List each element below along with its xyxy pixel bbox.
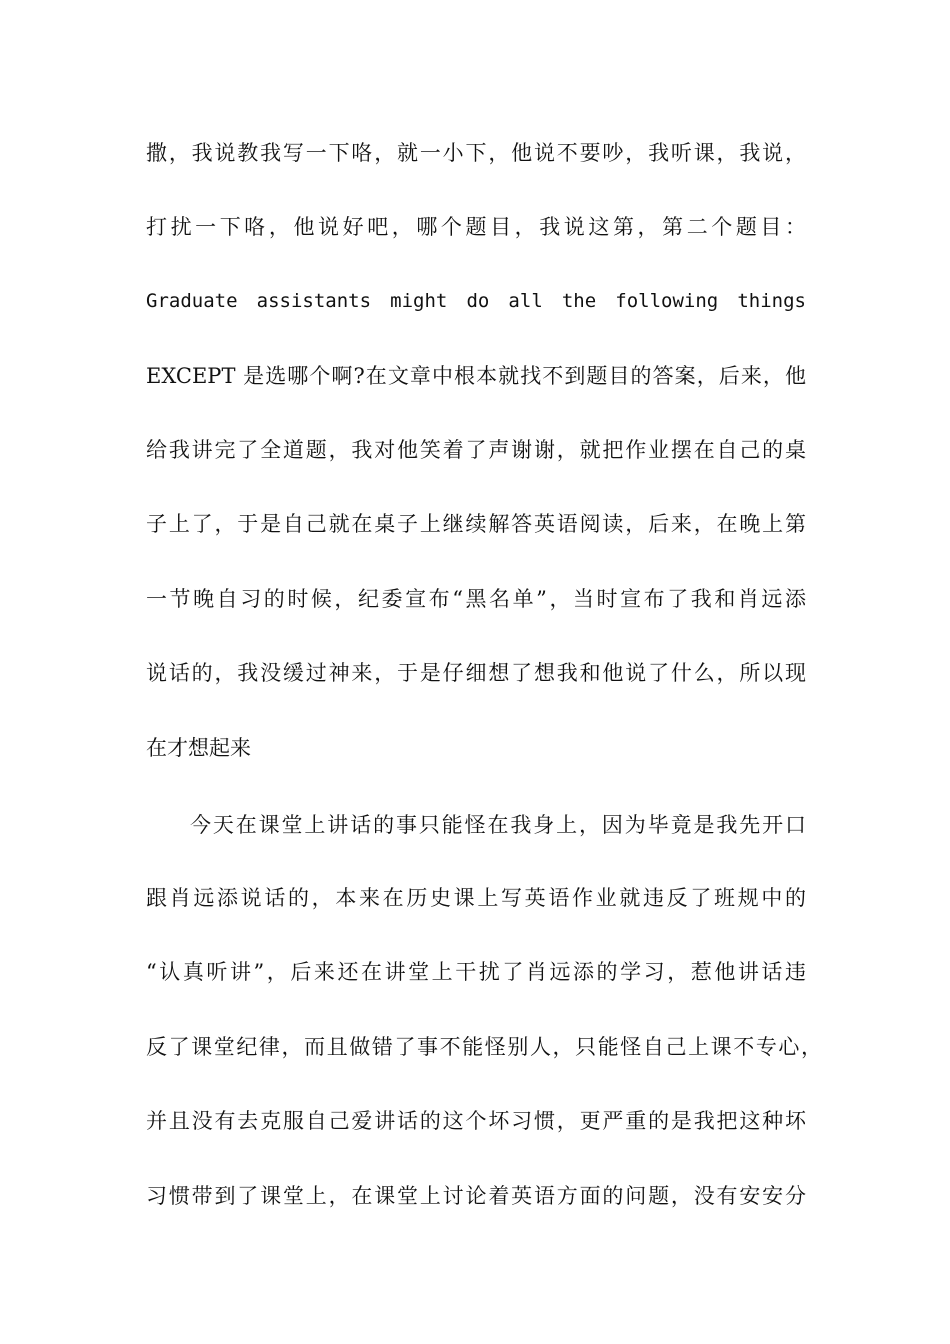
text-line-12: “认真听讲”，后来还在讲堂上干扰了肖远添的学习，惹他讲话违	[146, 960, 806, 984]
text-line-9: 在才想起来	[146, 736, 251, 760]
text-line-4: EXCEPT 是选哪个啊?在文章中根本就找不到题目的答案，后来，他	[146, 364, 806, 388]
text-line-7: 一节晚自习的时候，纪委宣布“黑名单”，当时宣布了我和肖远添	[146, 587, 806, 611]
text-line-8: 说话的，我没缓过神来，于是仔细想了想我和他说了什么，所以现	[146, 661, 806, 685]
paragraph-2-first-line: 今天在课堂上讲话的事只能怪在我身上，因为毕竟是我先开口	[190, 813, 806, 837]
text-line-13: 反了课堂纪律，而且做错了事不能怪别人，只能怪自己上课不专心，	[146, 1035, 822, 1059]
text-line-1: 撒，我说教我写一下咯，就一小下，他说不要吵，我听课，我说，	[146, 141, 806, 165]
text-line-5: 给我讲完了全道题，我对他笑着了声谢谢，就把作业摆在自己的桌	[146, 438, 806, 462]
text-line-2: 打扰一下咯，他说好吧，哪个题目，我说这第，第二个题目：	[146, 215, 806, 239]
text-line-15: 习惯带到了课堂上，在课堂上讨论着英语方面的问题，没有安安分	[146, 1184, 806, 1208]
text-line-6: 子上了，于是自己就在桌子上继续解答英语阅读，后来，在晚上第	[146, 512, 806, 536]
text-line-3: Graduate assistants might do all the following things	[146, 290, 806, 312]
text-line-11: 跟肖远添说话的，本来在历史课上写英语作业就违反了班规中的	[146, 886, 806, 910]
text-line-14: 并且没有去克服自己爱讲话的这个坏习惯，更严重的是我把这种坏	[146, 1109, 806, 1133]
